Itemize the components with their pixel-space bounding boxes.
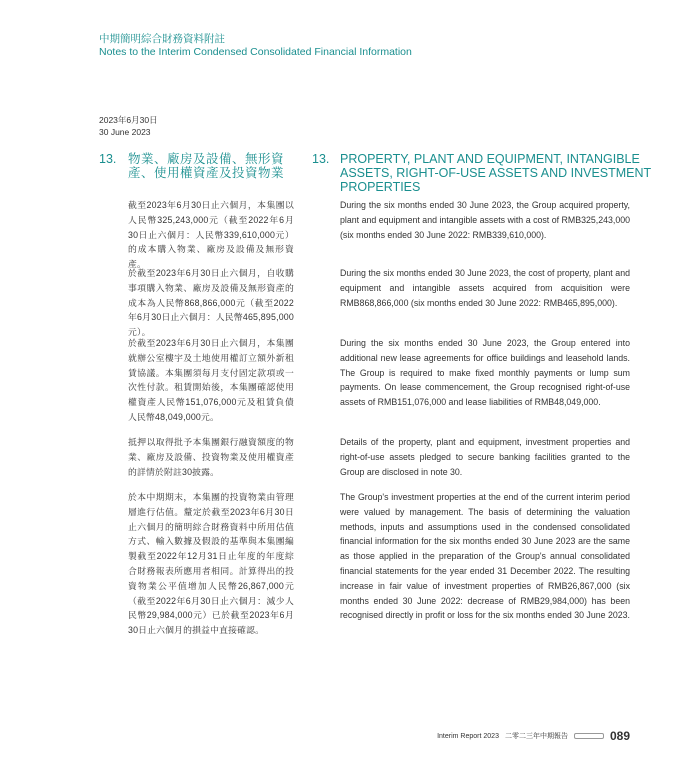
paragraph-zh-3: 於截至2023年6月30日止六個月，本集團就辦公室樓宇及土地使用權訂立額外新租賃協議。本集團須每月支付固定款項或一次性付款。租賃開始後，本集團確認使用權資產人民幣151,076,000元及租賃負債人民幣48,049,000元。 [128, 338, 294, 422]
footer-divider-bar [574, 733, 604, 739]
paragraph-en-4: Details of the property, plant and equipment, investment properties and right-of-use assets pledged to secure banking facilities granted to the Group are disclosed in note 30. [340, 437, 630, 477]
section-title-en-line1: PROPERTY, PLANT AND EQUIPMENT, INTANGIBLE [340, 152, 640, 166]
paragraph-zh-5: 於本中期期末，本集團的投資物業由管理層進行估值。釐定於截至2023年6月30日止六個月的簡明綜合財務資料中所用估值方式、輸入數據及假設的基準與本集團編製截至2022年12月31日止年度的年度綜合財務報表所應用者相同。計算得出的投資物業公平值增加人民幣26,867,000元（截至2022年6月30日止六個月：減少人民幣29,984,000元）已於截至2023年6月30日止六個月的損益中直接確認。 [128, 492, 294, 636]
paragraph-en-1: During the six months ended 30 June 2023, the Group acquired property, plant and equipment and intangible assets with a cost of RMB325,243,000 (six months ended 30 June 2022: RMB339,610,000). [340, 200, 630, 240]
paragraph-en-5: The Group's investment properties at the end of the current interim period were valued by management. The basis of determining the valuation methods, inputs and assumptions used in the condensed consolidated financial information for the six months ended 30 June 2023 are the same as those applied in the preparation of the Group's annual consolidated financial statements for the year ended 31 December 2022. The resulting increase in fair value of investment properties of RMB26,867,000 (six months ended 30 June 2022: decrease of RMB29,984,000) has been recognised directly in profit or loss for the six months ended 30 June 2023. [340, 492, 630, 621]
header-title-en: Notes to the Interim Condensed Consolidated Financial Information [99, 46, 412, 58]
page-number: 089 [609, 729, 630, 743]
section-title-en [340, 152, 651, 194]
period-date-zh: 2023年6月30日 [99, 115, 158, 125]
paragraph-en-2: During the six months ended 30 June 2023, the cost of property, plant and equipment and intangible assets acquired from acquisition were RMB868,866,000 (six months ended 30 June 2022: RMB465,895,000). [340, 268, 630, 308]
paragraph-zh-2: 於截至2023年6月30日止六個月，自收購事項購入物業、廠房及設備及無形資產的成本為人民幣868,866,000元（截至2022年6月30日止六個月：人民幣465,895,000元）。 [128, 268, 294, 338]
page-footer [420, 728, 630, 744]
section-title-zh-line1: 物業、廠房及設備、無形資 [128, 152, 285, 166]
section-title-zh-line2: 產、使用權資產及投資物業 [128, 166, 285, 180]
section-title-en-line2: ASSETS, RIGHT-OF-USE ASSETS AND INVESTMENT [340, 166, 652, 180]
section-title-en-line3: PROPERTIES [340, 180, 421, 194]
paragraph-zh-1: 截至2023年6月30日止六個月，本集團以人民幣325,243,000元（截至2022年6月30日止六個月：人民幣339,610,000元）的成本購入物業、廠房及設備及無形資產。 [128, 200, 294, 270]
section-number-en: 13. [312, 152, 330, 166]
paragraph-en-3: During the six months ended 30 June 2023, the Group entered into additional new lease agreements for office buildings and leasehold lands. The Group is required to make fixed monthly payments or lump sum payments. On lease commencement, the Group recognised right-of-use assets of RMB151,076,000 and lease liabilities of RMB48,049,000. [340, 338, 630, 408]
footer-report-en: Interim Report 2023 [437, 732, 499, 740]
period-date-en: 30 June 2023 [99, 127, 151, 137]
footer-report-zh: 二零二三年中期報告 [504, 733, 568, 740]
header-title-zh: 中期簡明綜合財務資料附註 [99, 33, 225, 45]
running-header [99, 33, 412, 59]
section-number-zh: 13. [99, 152, 117, 166]
section-title-zh [128, 152, 284, 180]
period-date [99, 114, 158, 138]
paragraph-zh-4: 抵押以取得批予本集團銀行融資額度的物業、廠房及設備、投資物業及使用權資產的詳情於附註30披露。 [128, 437, 294, 477]
